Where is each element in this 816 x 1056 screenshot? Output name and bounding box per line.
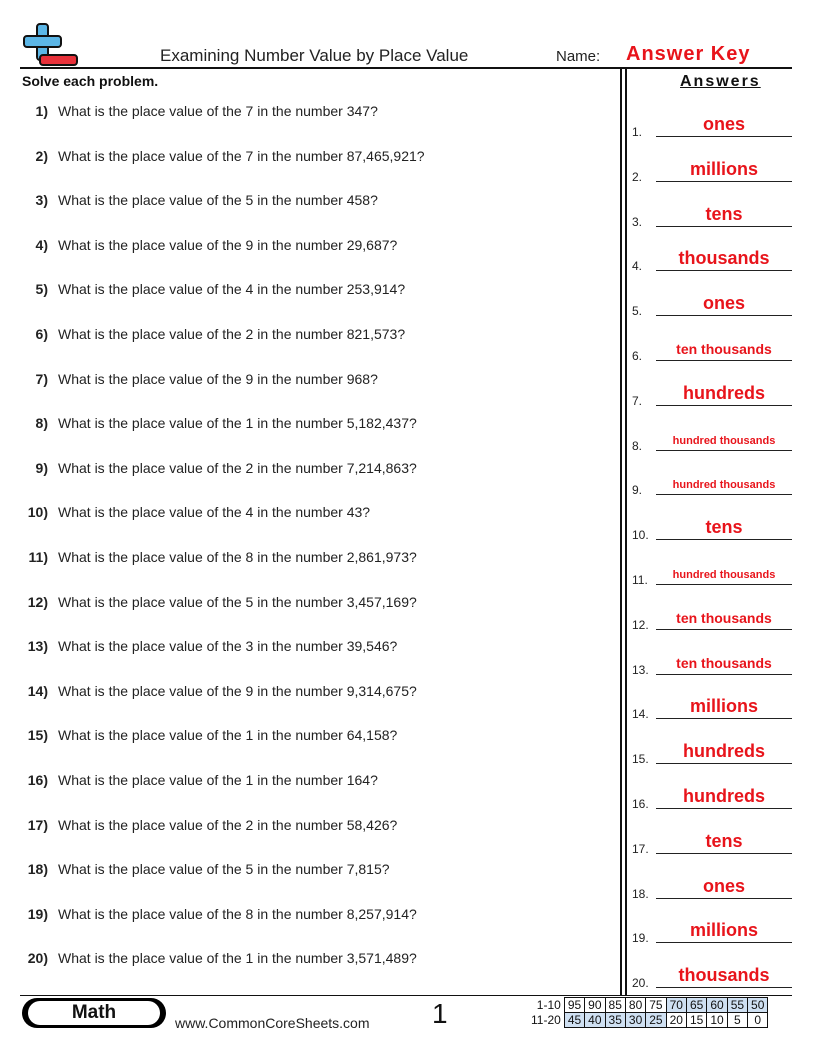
answer-item — [632, 547, 792, 587]
answer-item — [632, 189, 792, 229]
score-row — [528, 1013, 768, 1028]
question-text: What is the place value of the 1 in the number 3,571,489? — [58, 950, 417, 967]
question-number: 8) — [35, 415, 48, 432]
answer-line — [656, 136, 792, 137]
answer-number: 12. — [632, 617, 649, 632]
score-cell: 35 — [605, 1013, 625, 1028]
question-number: 7) — [35, 370, 48, 387]
answer-value: tens — [705, 203, 743, 224]
question-text: What is the place value of the 2 in the number 821,573? — [58, 326, 406, 342]
answer-item — [632, 950, 792, 990]
answer-line — [656, 360, 792, 361]
question-number: 10) — [27, 504, 48, 521]
answer-number: 9. — [632, 483, 643, 498]
answer-item — [632, 99, 792, 139]
answer-item — [632, 457, 792, 497]
answer-number: 10. — [632, 528, 649, 543]
question-text: What is the place value of the 1 in the number 164? — [58, 772, 378, 788]
question-text: What is the place value of the 7 in the number 347? — [58, 103, 378, 119]
answer-value: ten thousands — [676, 609, 772, 626]
answer-line — [656, 450, 792, 451]
question-text: What is the place value of the 9 in the number 968? — [58, 370, 378, 387]
answer-line — [656, 674, 792, 675]
answer-line — [656, 853, 792, 854]
score-cell: 60 — [707, 998, 727, 1013]
answers-header: Answers — [680, 73, 761, 90]
answer-line — [656, 226, 792, 227]
answer-item — [632, 905, 792, 945]
answer-number: 6. — [632, 349, 643, 363]
answer-value: thousands — [678, 965, 770, 986]
question-number: 1) — [35, 103, 48, 119]
answer-value: ones — [702, 875, 745, 896]
answer-value: ten thousands — [676, 341, 772, 357]
answer-line — [656, 942, 792, 943]
answer-number: 15. — [632, 752, 649, 767]
question-number: 9) — [35, 459, 48, 476]
question-number: 2) — [35, 147, 48, 164]
answer-item — [632, 726, 792, 766]
answer-value: thousands — [678, 248, 770, 269]
answer-number: 8. — [632, 438, 643, 453]
score-cell: 90 — [585, 998, 605, 1013]
question-text: What is the place value of the 5 in the number 458? — [58, 192, 378, 209]
answer-line — [656, 763, 792, 764]
question-text: What is the place value of the 3 in the number 39,546? — [58, 638, 398, 655]
score-cell: 10 — [707, 1013, 727, 1028]
answer-item — [632, 771, 792, 811]
answer-number: 13. — [632, 662, 649, 677]
answer-item — [632, 861, 792, 901]
instructions: Solve each problem. — [22, 73, 159, 89]
column-divider-left — [620, 68, 622, 995]
answer-line — [656, 584, 792, 585]
score-cell: 95 — [564, 998, 584, 1013]
score-cell: 0 — [748, 1013, 768, 1028]
score-cell: 55 — [727, 998, 747, 1013]
question-number: 17) — [27, 816, 48, 833]
answer-value: ten thousands — [676, 654, 772, 671]
question-text: What is the place value of the 7 in the number 87,465,921? — [58, 147, 425, 164]
column-divider-right — [625, 68, 627, 995]
score-cell: 80 — [625, 998, 645, 1013]
answer-line — [656, 181, 792, 182]
answer-item — [632, 368, 792, 408]
answer-line — [656, 898, 792, 899]
answer-value: tens — [705, 830, 743, 851]
answer-number: 5. — [632, 304, 643, 319]
answer-item — [632, 144, 792, 184]
answer-number: 14. — [632, 707, 649, 722]
score-cell: 5 — [727, 1013, 747, 1028]
score-cell: 40 — [585, 1013, 605, 1028]
score-table — [528, 997, 768, 1028]
answer-value: hundreds — [682, 786, 765, 806]
answer-number: 18. — [632, 886, 649, 901]
answer-value: hundred thousands — [672, 479, 776, 492]
question-number: 16) — [27, 772, 48, 788]
answer-value: millions — [689, 920, 758, 941]
question-number: 18) — [27, 861, 48, 878]
question-text: What is the place value of the 4 in the number 253,914? — [58, 281, 406, 298]
question-number: 6) — [35, 326, 48, 342]
answer-line — [656, 808, 792, 809]
answer-line — [656, 718, 792, 719]
subject-label: Math — [28, 1001, 160, 1025]
score-cell: 45 — [564, 1013, 584, 1028]
answer-item — [632, 323, 792, 363]
question-number: 13) — [27, 638, 48, 655]
question-text: What is the place value of the 8 in the number 2,861,973? — [58, 549, 417, 565]
header-divider — [20, 67, 792, 69]
score-row — [528, 998, 768, 1013]
score-cell: 75 — [646, 998, 666, 1013]
answer-value: ones — [702, 114, 745, 134]
answer-value: hundred thousands — [672, 569, 776, 581]
question-text: What is the place value of the 5 in the number 7,815? — [58, 861, 390, 878]
score-cell: 30 — [625, 1013, 645, 1028]
answer-number: 17. — [632, 841, 649, 856]
question-text: What is the place value of the 4 in the number 43? — [58, 504, 371, 521]
score-row-label: 11-20 — [531, 1013, 561, 1027]
subject-badge — [22, 998, 166, 1028]
answer-number: 19. — [632, 931, 649, 946]
answer-value: tens — [705, 517, 743, 538]
score-cell: 70 — [666, 998, 686, 1013]
plus-minus-logo-icon — [20, 22, 80, 68]
answer-item — [632, 681, 792, 721]
answer-number: 4. — [632, 259, 643, 274]
answer-number: 20. — [632, 976, 649, 991]
question-number: 5) — [35, 281, 48, 298]
answer-item — [632, 278, 792, 318]
score-cell: 65 — [686, 998, 706, 1013]
answer-line — [656, 539, 792, 540]
answer-line — [656, 405, 792, 406]
answer-value: hundreds — [682, 382, 765, 403]
answer-item — [632, 592, 792, 632]
answer-item — [632, 502, 792, 542]
question-text: What is the place value of the 8 in the number 8,257,914? — [58, 905, 417, 922]
answer-value: millions — [689, 696, 758, 717]
answer-item — [632, 413, 792, 453]
question-text: What is the place value of the 1 in the number 5,182,437? — [58, 415, 417, 432]
answer-number: 3. — [632, 214, 643, 229]
answer-number: 7. — [632, 393, 643, 408]
question-text: What is the place value of the 9 in the number 29,687? — [58, 236, 398, 253]
answer-line — [656, 629, 792, 630]
name-label: Name: — [556, 48, 601, 65]
score-cell: 15 — [686, 1013, 706, 1028]
website-link[interactable]: www.CommonCoreSheets.com — [175, 1015, 370, 1031]
score-cell: 20 — [666, 1013, 686, 1028]
answer-key-label: Answer Key — [626, 43, 751, 65]
answer-item — [632, 233, 792, 273]
answer-item — [632, 816, 792, 856]
score-row-label: 1-10 — [536, 998, 561, 1012]
answer-line — [656, 270, 792, 271]
answer-value: millions — [689, 158, 758, 179]
worksheet-title: Examining Number Value by Place Value — [160, 46, 469, 65]
page-number: 1 — [432, 998, 448, 1029]
answer-line — [656, 315, 792, 316]
answer-line — [656, 494, 792, 495]
question-text: What is the place value of the 1 in the number 64,158? — [58, 727, 398, 744]
answer-number: 2. — [632, 169, 643, 184]
question-number: 3) — [35, 192, 48, 209]
question-number: 19) — [27, 905, 48, 922]
score-cell: 50 — [748, 998, 768, 1013]
answer-value: ones — [702, 293, 745, 314]
question-text: What is the place value of the 9 in the number 9,314,675? — [58, 682, 417, 699]
answer-value: hundred thousands — [672, 434, 776, 447]
answer-number: 16. — [632, 797, 649, 811]
answer-value: hundreds — [682, 741, 765, 762]
question-text: What is the place value of the 5 in the number 3,457,169? — [58, 593, 417, 610]
score-cell: 25 — [646, 1013, 666, 1028]
question-text: What is the place value of the 2 in the number 58,426? — [58, 816, 398, 833]
answer-item — [632, 637, 792, 677]
question-number: 15) — [27, 727, 48, 744]
question-text: What is the place value of the 2 in the number 7,214,863? — [58, 459, 417, 476]
answer-number: 11. — [632, 573, 648, 587]
question-number: 11) — [28, 549, 48, 565]
score-cell: 85 — [605, 998, 625, 1013]
answer-number: 1. — [632, 125, 643, 139]
question-number: 14) — [27, 682, 48, 699]
question-number: 12) — [27, 593, 48, 610]
answer-line — [656, 987, 792, 988]
question-number: 4) — [35, 236, 48, 253]
footer-divider — [20, 995, 792, 996]
question-number: 20) — [27, 950, 48, 967]
